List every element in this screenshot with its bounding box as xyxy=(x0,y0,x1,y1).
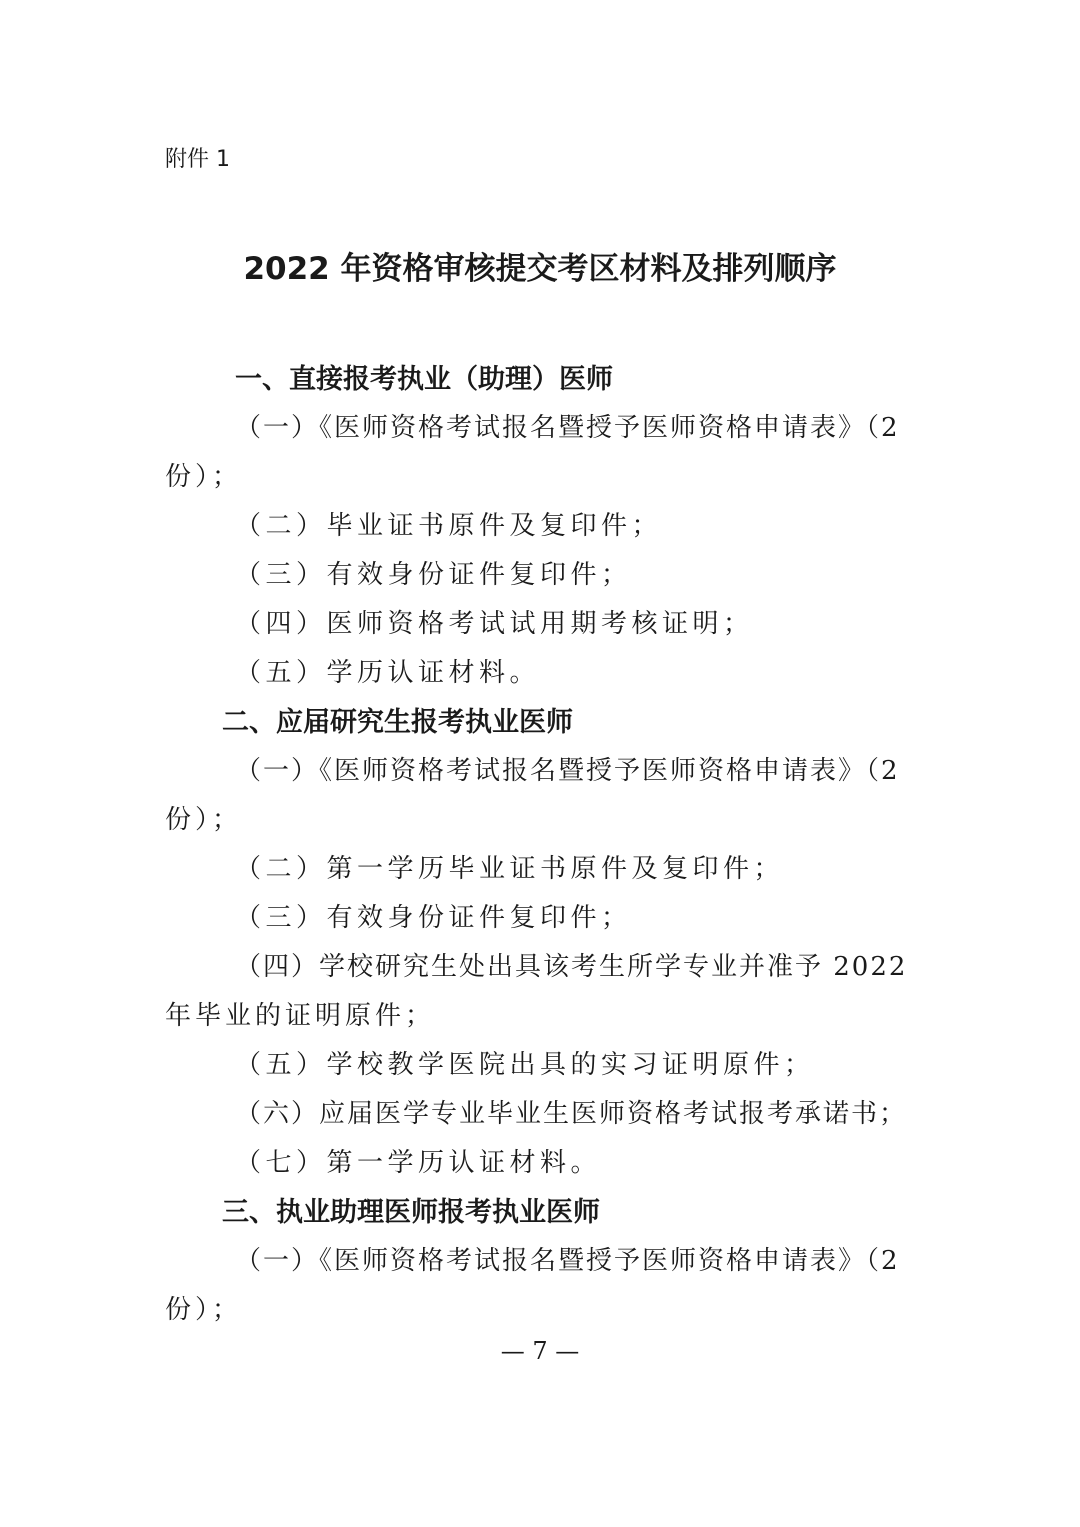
list-item: （三）有效身份证件复印件； xyxy=(235,903,632,933)
list-item: （二）第一学历毕业证书原件及复印件； xyxy=(235,854,785,884)
section-heading: 三、执业助理医师报考执业医师 xyxy=(222,1197,600,1228)
list-item: （七）第一学历认证材料。 xyxy=(235,1148,602,1178)
list-item: （五）学校教学医院出具的实习证明原件； xyxy=(235,1050,815,1080)
list-item: （三）有效身份证件复印件； xyxy=(235,560,632,590)
document-title: 2022 年资格审核提交考区材料及排列顺序 xyxy=(243,251,837,287)
list-item-continuation: 份）； xyxy=(165,462,243,492)
attachment-label: 附件 1 xyxy=(165,147,230,172)
section-heading: 一、直接报考执业（助理）医师 xyxy=(235,364,613,395)
list-item-continuation: 份）； xyxy=(165,805,243,835)
list-item: （一）《医师资格考试报名暨授予医师资格申请表》（2 xyxy=(235,413,900,443)
page-number: — 7 — xyxy=(500,1337,580,1365)
list-item: （五）学历认证材料。 xyxy=(235,658,541,688)
list-item: （四）学校研究生处出具该考生所学专业并准予 2022 xyxy=(235,952,908,982)
section-heading: 二、应届研究生报考执业医师 xyxy=(222,707,573,738)
list-item: （六）应届医学专业毕业生医师资格考试报考承诺书； xyxy=(235,1099,908,1129)
list-item-continuation: 年毕业的证明原件； xyxy=(165,1001,436,1031)
list-item: （二）毕业证书原件及复印件； xyxy=(235,511,663,541)
list-item-continuation: 份）； xyxy=(165,1295,243,1325)
list-item: （四）医师资格考试试用期考核证明； xyxy=(235,609,754,639)
list-item: （一）《医师资格考试报名暨授予医师资格申请表》（2 xyxy=(235,1246,900,1276)
list-item: （一）《医师资格考试报名暨授予医师资格申请表》（2 xyxy=(235,756,900,786)
